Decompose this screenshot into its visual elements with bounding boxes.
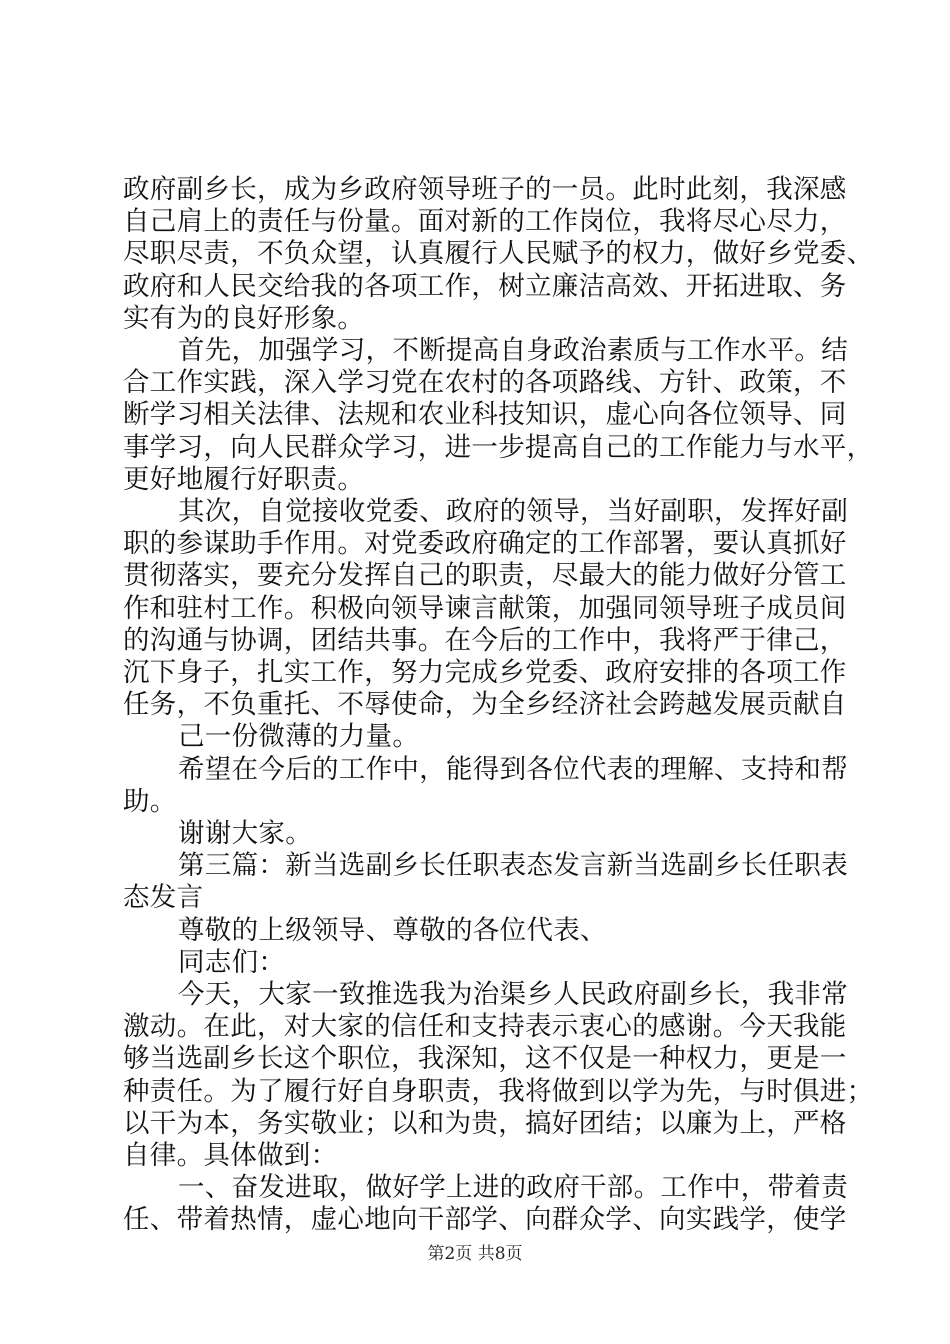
paragraph-first-line: 第三篇：新当选副乡长任职表态发言新当选副乡长任职表 xyxy=(178,850,848,882)
text-line: 更好地履行好职责。 xyxy=(123,463,365,495)
text-line: 激动。在此，对大家的信任和支持表示衷心的感谢。今天我能 xyxy=(123,1011,847,1043)
text-line: 断学习相关法律、法规和农业科技知识，虚心向各位领导、同 xyxy=(123,399,847,431)
text-line: 政府副乡长，成为乡政府领导班子的一员。此时此刻，我深感 xyxy=(123,174,847,205)
paragraph-first-line: 其次，自觉接收党委、政府的领导，当好副职，发挥好副 xyxy=(178,496,848,527)
text-line: 职的参谋助手作用。对党委政府确定的工作部署，要认真抓好 xyxy=(123,528,847,560)
text-line: 的沟通与协调，团结共事。在今后的工作中，我将严于律己， xyxy=(123,624,847,656)
text-line: 合工作实践，深入学习党在农村的各项路线、方针、政策，不 xyxy=(123,367,847,399)
text-line: 态发言 xyxy=(123,882,204,914)
paragraph-first-line: 今天，大家一致推选我为治渠乡人民政府副乡长，我非常 xyxy=(178,979,848,1010)
text-line: 以干为本，务实敬业；以和为贵，搞好团结；以廉为上，严格 xyxy=(123,1107,847,1139)
text-line: 尽职尽责，不负众望，认真履行人民赋予的权力，做好乡党委、 xyxy=(123,238,874,270)
text-line: 作和驻村工作。积极向领导谏言献策，加强同领导班子成员间 xyxy=(123,592,847,624)
paragraph-first-line: 谢谢大家。 xyxy=(178,818,312,849)
text-line: 贯彻落实，要充分发挥自己的职责，尽最大的能力做好分管工 xyxy=(123,560,847,592)
text-line: 够当选副乡长这个职位，我深知，这不仅是一种权力，更是一 xyxy=(123,1043,847,1075)
text-line: 沉下身子，扎实工作，努力完成乡党委、政府安排的各项工作 xyxy=(123,657,847,688)
paragraph-first-line: 首先，加强学习，不断提高自身政治素质与工作水平。结 xyxy=(178,335,848,366)
paragraph-first-line: 同志们： xyxy=(178,946,286,978)
paragraph-first-line: 希望在今后的工作中，能得到各位代表的理解、支持和帮 xyxy=(178,753,848,785)
paragraph-first-line: 一、奋发进取，做好学上进的政府干部。工作中，带着责 xyxy=(178,1172,848,1204)
text-line: 任务，不负重托、不辱使命，为全乡经济社会跨越发展贡献自 xyxy=(123,689,847,721)
paragraph-first-line: 尊敬的上级领导、尊敬的各位代表、 xyxy=(178,914,607,946)
text-line: 事学习，向人民群众学习，进一步提高自己的工作能力与水平， xyxy=(123,431,874,463)
text-line: 实有为的良好形象。 xyxy=(123,302,365,334)
page-number-footer: 第2页 共8页 xyxy=(427,1244,523,1264)
text-line: 种责任。为了履行好自身职责，我将做到以学为先，与时俱进； xyxy=(123,1075,874,1107)
text-line: 自己肩上的责任与份量。面对新的工作岗位，我将尽心尽力， xyxy=(123,206,847,238)
text-line: 自律。具体做到： xyxy=(123,1140,338,1171)
text-line: 政府和人民交给我的各项工作，树立廉洁高效、开拓进取、务 xyxy=(123,270,847,302)
paragraph-first-line: 己一份微薄的力量。 xyxy=(178,721,420,753)
text-line: 任、带着热情，虚心地向干部学、向群众学、向实践学，使学 xyxy=(123,1204,847,1236)
text-line: 助。 xyxy=(123,785,177,817)
